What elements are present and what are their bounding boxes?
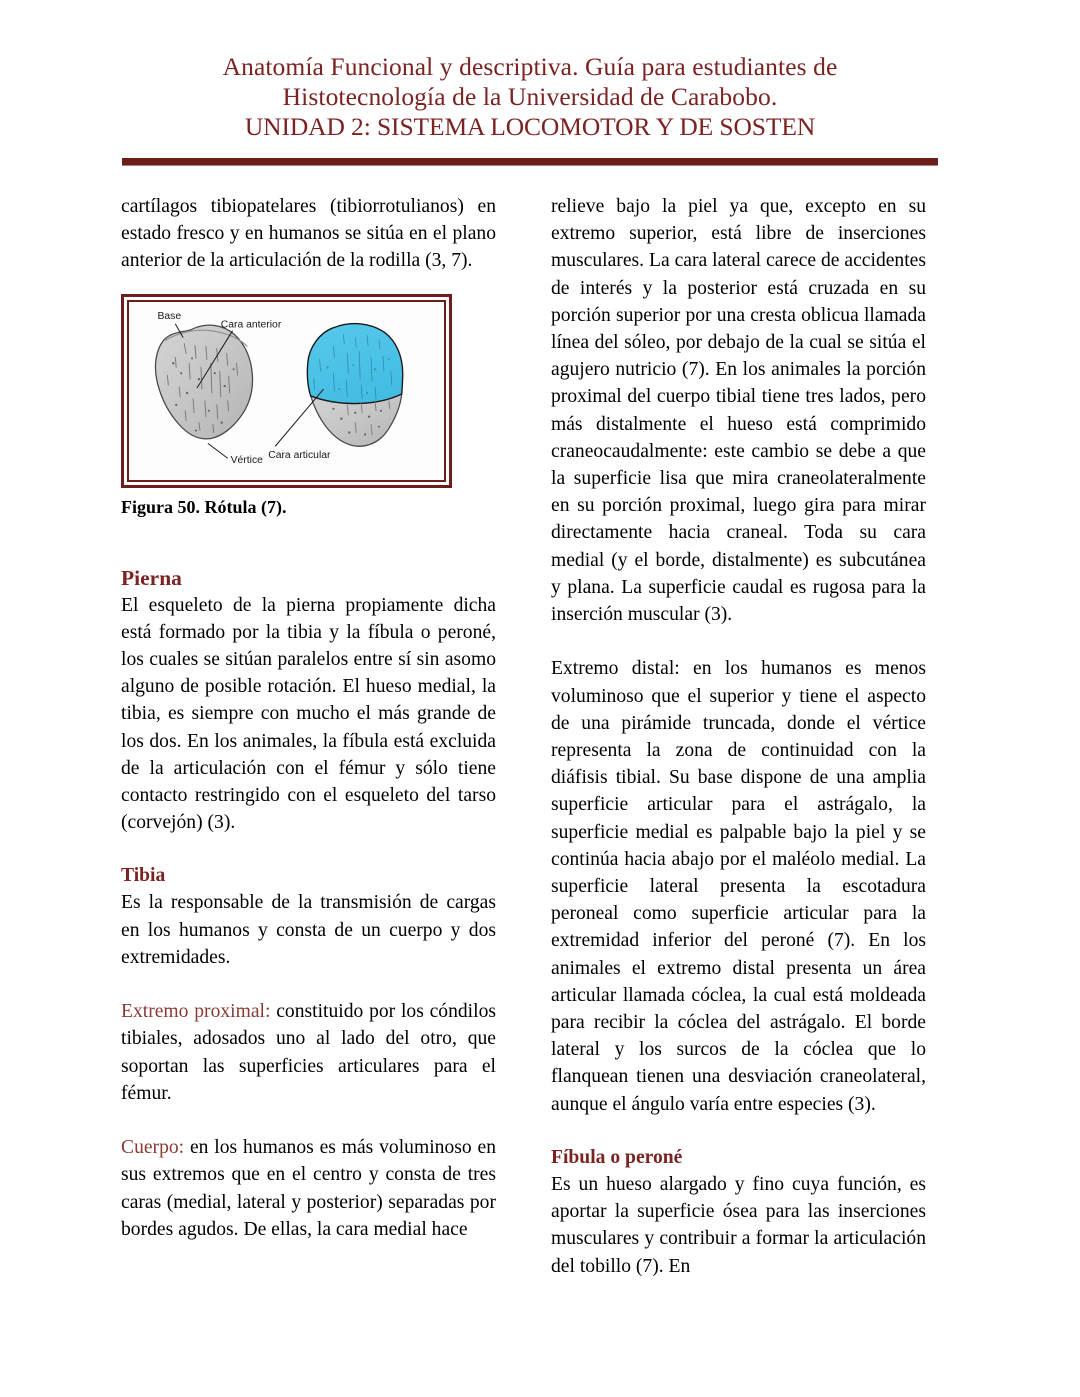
paragraph-cuerpo <box>121 1134 496 1243</box>
left-column <box>121 193 496 1243</box>
header-divider-rule <box>122 158 938 166</box>
figure-frame-inner <box>127 300 446 482</box>
section-heading-pierna: Pierna <box>121 565 182 590</box>
paragraph-relieve: relieve bajo la piel ya que, excepto en su extremo superior, está libre de inserciones musculares. La cara lateral carece de accidentes de interés y la posterior está cruzada en su porción superior por una cresta oblicua llamada línea del sóleo, por debajo de la cual se sitúa el agujero nutricio (7). En los animales la porción proximal del cuerpo tibial tiene tres lados, pero más distalmente el hueso está comprimido craneocaudalmente: este cambio se debe a que la superficie lisa que mira craneolateralmente en su porción proximal, luego gira para mirar directamente hacia craneal. Toda su cara medial (y el borde, distalmente) es subcutánea y plana. La superficie caudal es rugosa para la inserción muscular (3). <box>551 196 926 626</box>
right-column <box>551 193 926 1280</box>
paragraph-extremo-distal <box>551 655 926 1117</box>
lead-extremo-proximal: Extremo proximal: <box>121 1001 271 1023</box>
page-header <box>122 52 938 142</box>
figure-label-base: Base <box>157 310 182 322</box>
header-line-2: Histotecnología de la Universidad de Carabobo. <box>282 82 778 111</box>
body-extremo-proximal: constituido por los cóndilos tibiales, adosados uno al lado del otro, que soportan las superficies articulares para el fémur. <box>121 1001 496 1104</box>
figure-caption: Figura 50. Rótula (7). <box>121 496 287 517</box>
figure-label-vertice: Vértice <box>230 454 263 466</box>
header-line-3: UNIDAD 2: SISTEMA LOCOMOTOR Y DE SOSTEN <box>244 112 816 141</box>
paragraph-cartilagos: cartílagos tibiopatelares (tibiorrotulianos) en estado fresco y en humanos se sitúa en el plano anterior de la articulación de la rodilla (3, 7). <box>121 196 496 272</box>
paragraph-fibula: Es un hueso alargado y fino cuya función, es aportar la superficie ósea para las inserciones musculares y contribuir a formar la articulación del tobillo (7). En <box>551 1173 926 1277</box>
section-heading-tibia: Tibia <box>121 865 166 887</box>
lead-extremo-distal: Extremo distal: <box>551 658 680 680</box>
body-cuerpo: en los humanos es más voluminoso en sus extremos que en el centro y consta de tres caras (medial, lateral y posterior) separadas por bordes agudos. De ellas, la cara medial hace <box>121 1137 496 1240</box>
patella-illustration <box>129 302 444 480</box>
lead-cuerpo: Cuerpo: <box>121 1137 185 1159</box>
body-extremo-distal: en los humanos es menos voluminoso que el superior y tiene el aspecto de una pirámide truncada, donde el vértice representa la zona de continuidad con la diáfisis tibial. Su base dispone de una amplia superficie articular para el astrágalo, la superficie medial es palpable bajo la piel y se continúa hacia abajo por el maléolo medial. La superficie lateral presenta la escotadura peroneal como superficie articular para la extremidad inferior del peroné (7). En los animales el extremo distal presenta un área articular llamada cóclea, la cual está moldeada para recibir la cóclea del astrágalo. El borde lateral y los surcos de la cóclea que lo flanquean tienen una desviación craneolateral, aunque el ángulo varía entre especies (3). <box>551 658 926 1115</box>
patella-anterior-view <box>155 325 252 439</box>
figure-frame-outer <box>121 294 452 488</box>
paragraph-pierna: El esqueleto de la pierna propiamente dicha está formado por la tibia y la fíbula o peroné, los cuales se sitúan paralelos entre sí sin asomo alguno de posible rotación. El hueso medial, la tibia, es siempre con mucho el más grande de los dos. En los animales, la fíbula está excluida de la articulación con el fémur y sólo tiene contacto restringido con el esqueleto del tarso (corvejón) (3). <box>121 594 496 834</box>
figure-label-cara-anterior: Cara anterior <box>220 319 282 331</box>
figure-50 <box>121 294 452 518</box>
figure-label-cara-articular: Cara articular <box>268 449 331 461</box>
paragraph-extremo-proximal <box>121 998 496 1107</box>
patella-articular-view <box>307 323 402 446</box>
figure-leader-lines-right <box>275 389 323 446</box>
patella-anterior-outline <box>155 325 252 439</box>
section-heading-fibula: Fíbula o peroné <box>551 1146 683 1168</box>
header-line-1: Anatomía Funcional y descriptiva. Guía para estudiantes de <box>222 52 838 81</box>
paragraph-tibia: Es la responsable de la transmisión de cargas en los humanos y consta de un cuerpo y dos extremidades. <box>121 892 496 968</box>
